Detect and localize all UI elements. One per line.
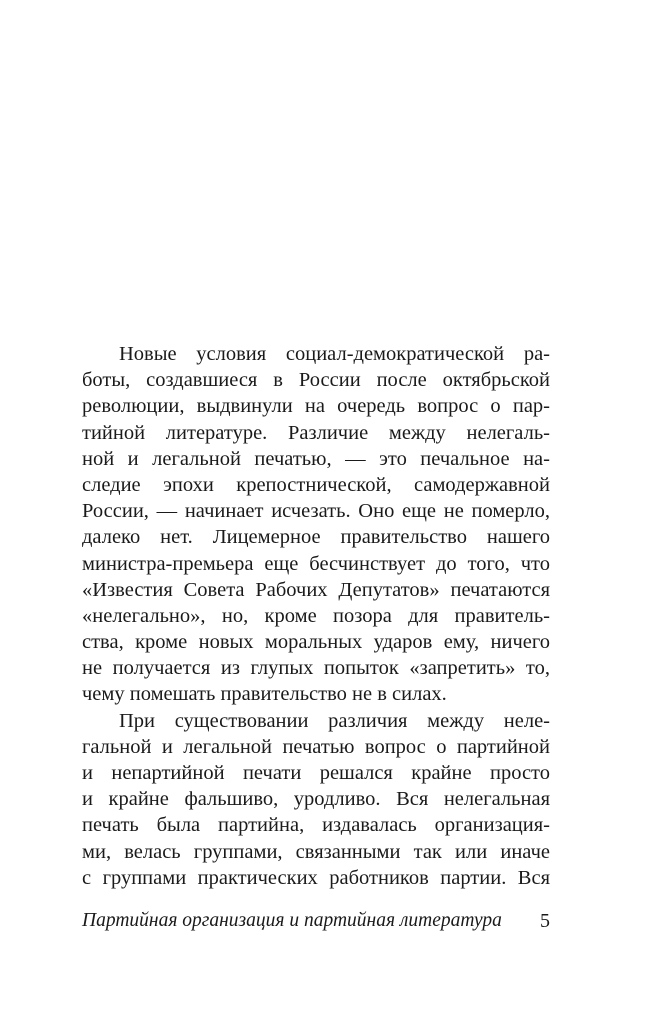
paragraph-1-line: ства, кроме новых моральных ударов ему, ничего bbox=[82, 631, 550, 654]
paragraph-2-line: печать была партийна, издавалась организация- bbox=[82, 814, 550, 837]
paragraph-2-line: При существовании различия между неле- bbox=[119, 709, 550, 732]
paragraph-2-line: с группами практических работников партии. Вся bbox=[82, 866, 550, 889]
paragraph-1-line: революции, выдвинули на очередь вопрос о пар- bbox=[82, 395, 550, 418]
paragraph-1-line: тийной литературе. Различие между нелегаль- bbox=[82, 421, 550, 444]
paragraph-1-line: Новые условия социал-демократической ра- bbox=[119, 343, 550, 365]
body-text bbox=[82, 341, 550, 891]
running-title: Партийная организация и партийная литература bbox=[82, 910, 502, 931]
running-footer bbox=[82, 906, 550, 936]
paragraph-1-line: не получается из глупых попыток «запретить» то, bbox=[82, 657, 550, 680]
paragraph-1-line: далеко нет. Лицемерное правительство нашего bbox=[82, 526, 550, 549]
paragraph-2-line: гальной и легальной печатью вопрос о партийной bbox=[82, 735, 550, 758]
paragraph-2-line: и непартийной печати решался крайне просто bbox=[82, 762, 550, 784]
paragraph-1-line: «нелегально», но, кроме позора для правитель- bbox=[82, 604, 550, 627]
paragraph-1-line: ной и легальной печатью, — это печальное на- bbox=[82, 447, 550, 470]
paragraph-1-line: боты, создавшиеся в России после октябрьской bbox=[82, 369, 550, 392]
page-number: 5 bbox=[540, 910, 550, 932]
paragraph-1-line: министра-премьера еще бесчинствует до того, что bbox=[82, 552, 550, 575]
paragraph-2-line: ми, велась группами, связанными так или иначе bbox=[82, 840, 550, 863]
paragraph-2-line: и крайне фальшиво, уродливо. Вся нелегальная bbox=[82, 788, 550, 811]
paragraph-1-line: следие эпохи крепостнической, самодержавной bbox=[82, 473, 550, 496]
paragraph-1-line: России, — начинает исчезать. Оно еще не померло, bbox=[82, 500, 550, 523]
paragraph-1-line: чему помешать правительство не в силах. bbox=[82, 683, 447, 706]
paragraph-1-line: «Известия Совета Рабочих Депутатов» печатаются bbox=[82, 578, 550, 601]
